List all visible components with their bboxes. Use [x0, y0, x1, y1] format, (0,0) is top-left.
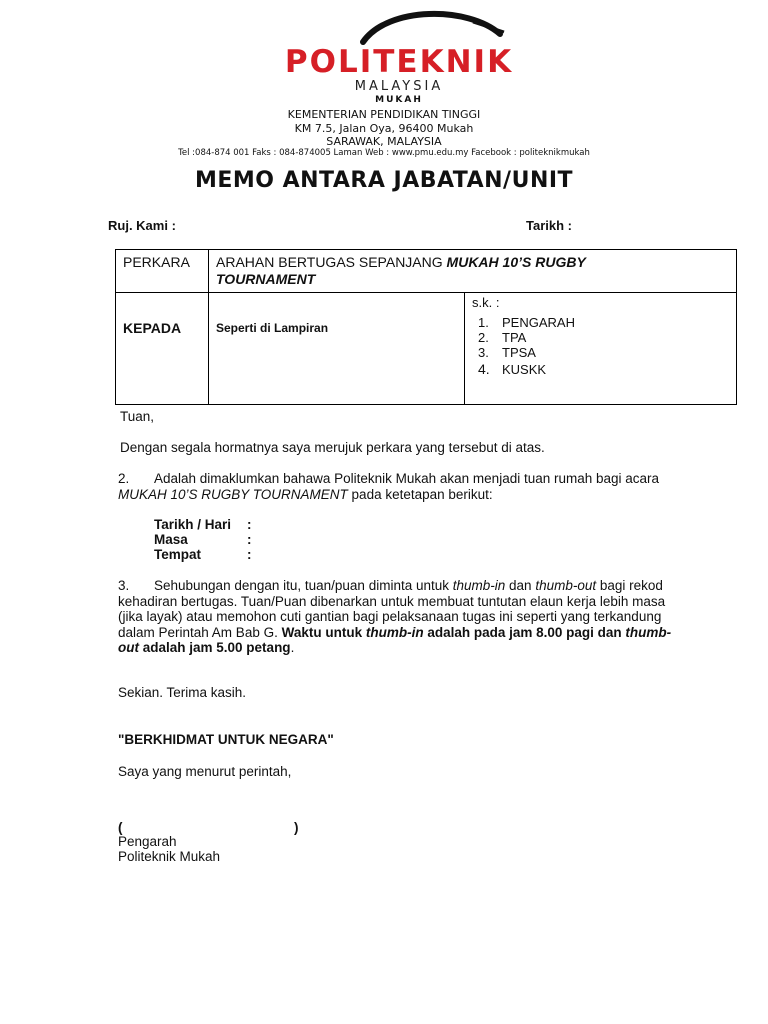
ministry-name: KEMENTERIAN PENDIDIKAN TINGGI [287, 108, 481, 121]
detail-tempat-label: Tempat [154, 547, 202, 562]
paragraph-2-number: 2. [118, 471, 130, 486]
paragraph-3-line-3: (jika layak) atau memohon cuti gantian bagi pelaksanaan tugas ini seperti yang terkandung [118, 609, 662, 624]
address-line-1: KM 7.5, Jalan Oya, 96400 Mukah [294, 122, 474, 135]
detail-masa-label: Masa [154, 532, 188, 547]
paragraph-3-line-2: kehadiran bertugas. Tuan/Puan dibenarkan untuk membuat tuntutan elaun kerja lebih masa [118, 594, 666, 609]
memo-header-table [115, 249, 737, 405]
paragraph-3-line-5: out adalah jam 5.00 petang. [118, 640, 295, 655]
contact-line: Tel :084-874 001 Faks : 084-874005 Laman Web : www.pmu.edu.my Facebook : politeknikmukah [178, 148, 590, 158]
politeknik-logo [268, 8, 530, 104]
perkara-value [216, 254, 726, 288]
signature-close-bracket: ) [294, 820, 299, 835]
event-name-cont: TOURNAMENT [216, 271, 316, 287]
signature-organization: Politeknik Mukah [118, 849, 221, 864]
paragraph-2-line-1: Adalah dimaklumkan bahawa Politeknik Mukah akan menjadi tuan rumah bagi acara [154, 471, 660, 486]
event-name: MUKAH 10’S RUGBY [446, 254, 586, 270]
signature-open-bracket: ( [118, 820, 123, 835]
detail-tarikh-label: Tarikh / Hari [154, 517, 232, 532]
paragraph-3-line-1: Sehubungan dengan itu, tuan/puan diminta untuk thumb-in dan thumb-out bagi rekod [154, 578, 663, 593]
paragraph-2-line-2: MUKAH 10’S RUGBY TOURNAMENT pada ketetapan berikut: [118, 487, 493, 502]
sk-item: 3. TPSA [478, 345, 536, 360]
logo-main-text: POLITEKNIK [284, 44, 514, 80]
kepada-value: Seperti di Lampiran [216, 321, 329, 335]
logo-campus-text: MUKAH [375, 95, 423, 105]
detail-masa-colon: : [247, 532, 252, 547]
paragraph-3-line-4: dalam Perintah Am Bab G. Waktu untuk thumb-in adalah pada jam 8.00 pagi dan thumb- [118, 625, 672, 640]
closing-line: Sekian. Terima kasih. [118, 685, 247, 700]
sk-list [478, 315, 575, 379]
ruj-kami-label: Ruj. Kami : [108, 218, 176, 233]
greeting: Tuan, [120, 409, 155, 424]
memo-title: MEMO ANTARA JABATAN/UNIT [194, 168, 574, 193]
sk-item: 2. TPA [478, 330, 527, 345]
motto: "BERKHIDMAT UNTUK NEGARA" [118, 732, 334, 747]
tarikh-label: Tarikh : [526, 218, 572, 233]
obey-line: Saya yang menurut perintah, [118, 764, 292, 779]
sk-item: 1. PENGARAH [478, 315, 575, 330]
address-line-2: SARAWAK, MALAYSIA [326, 135, 442, 148]
paragraph-3-number: 3. [118, 578, 130, 593]
perkara-label: PERKARA [123, 254, 190, 270]
opening-paragraph: Dengan segala hormatnya saya merujuk perkara yang tersebut di atas. [120, 440, 545, 455]
signature-title: Pengarah [118, 834, 177, 849]
sk-item: 4. KUSKK [478, 361, 547, 377]
sk-label: s.k. : [472, 295, 500, 310]
perkara-text: ARAHAN BERTUGAS SEPANJANG [216, 254, 443, 270]
detail-tarikh-colon: : [247, 517, 252, 532]
kepada-label: KEPADA [123, 320, 182, 336]
detail-tempat-colon: : [247, 547, 252, 562]
logo-sub-text: MALAYSIA [354, 79, 444, 94]
